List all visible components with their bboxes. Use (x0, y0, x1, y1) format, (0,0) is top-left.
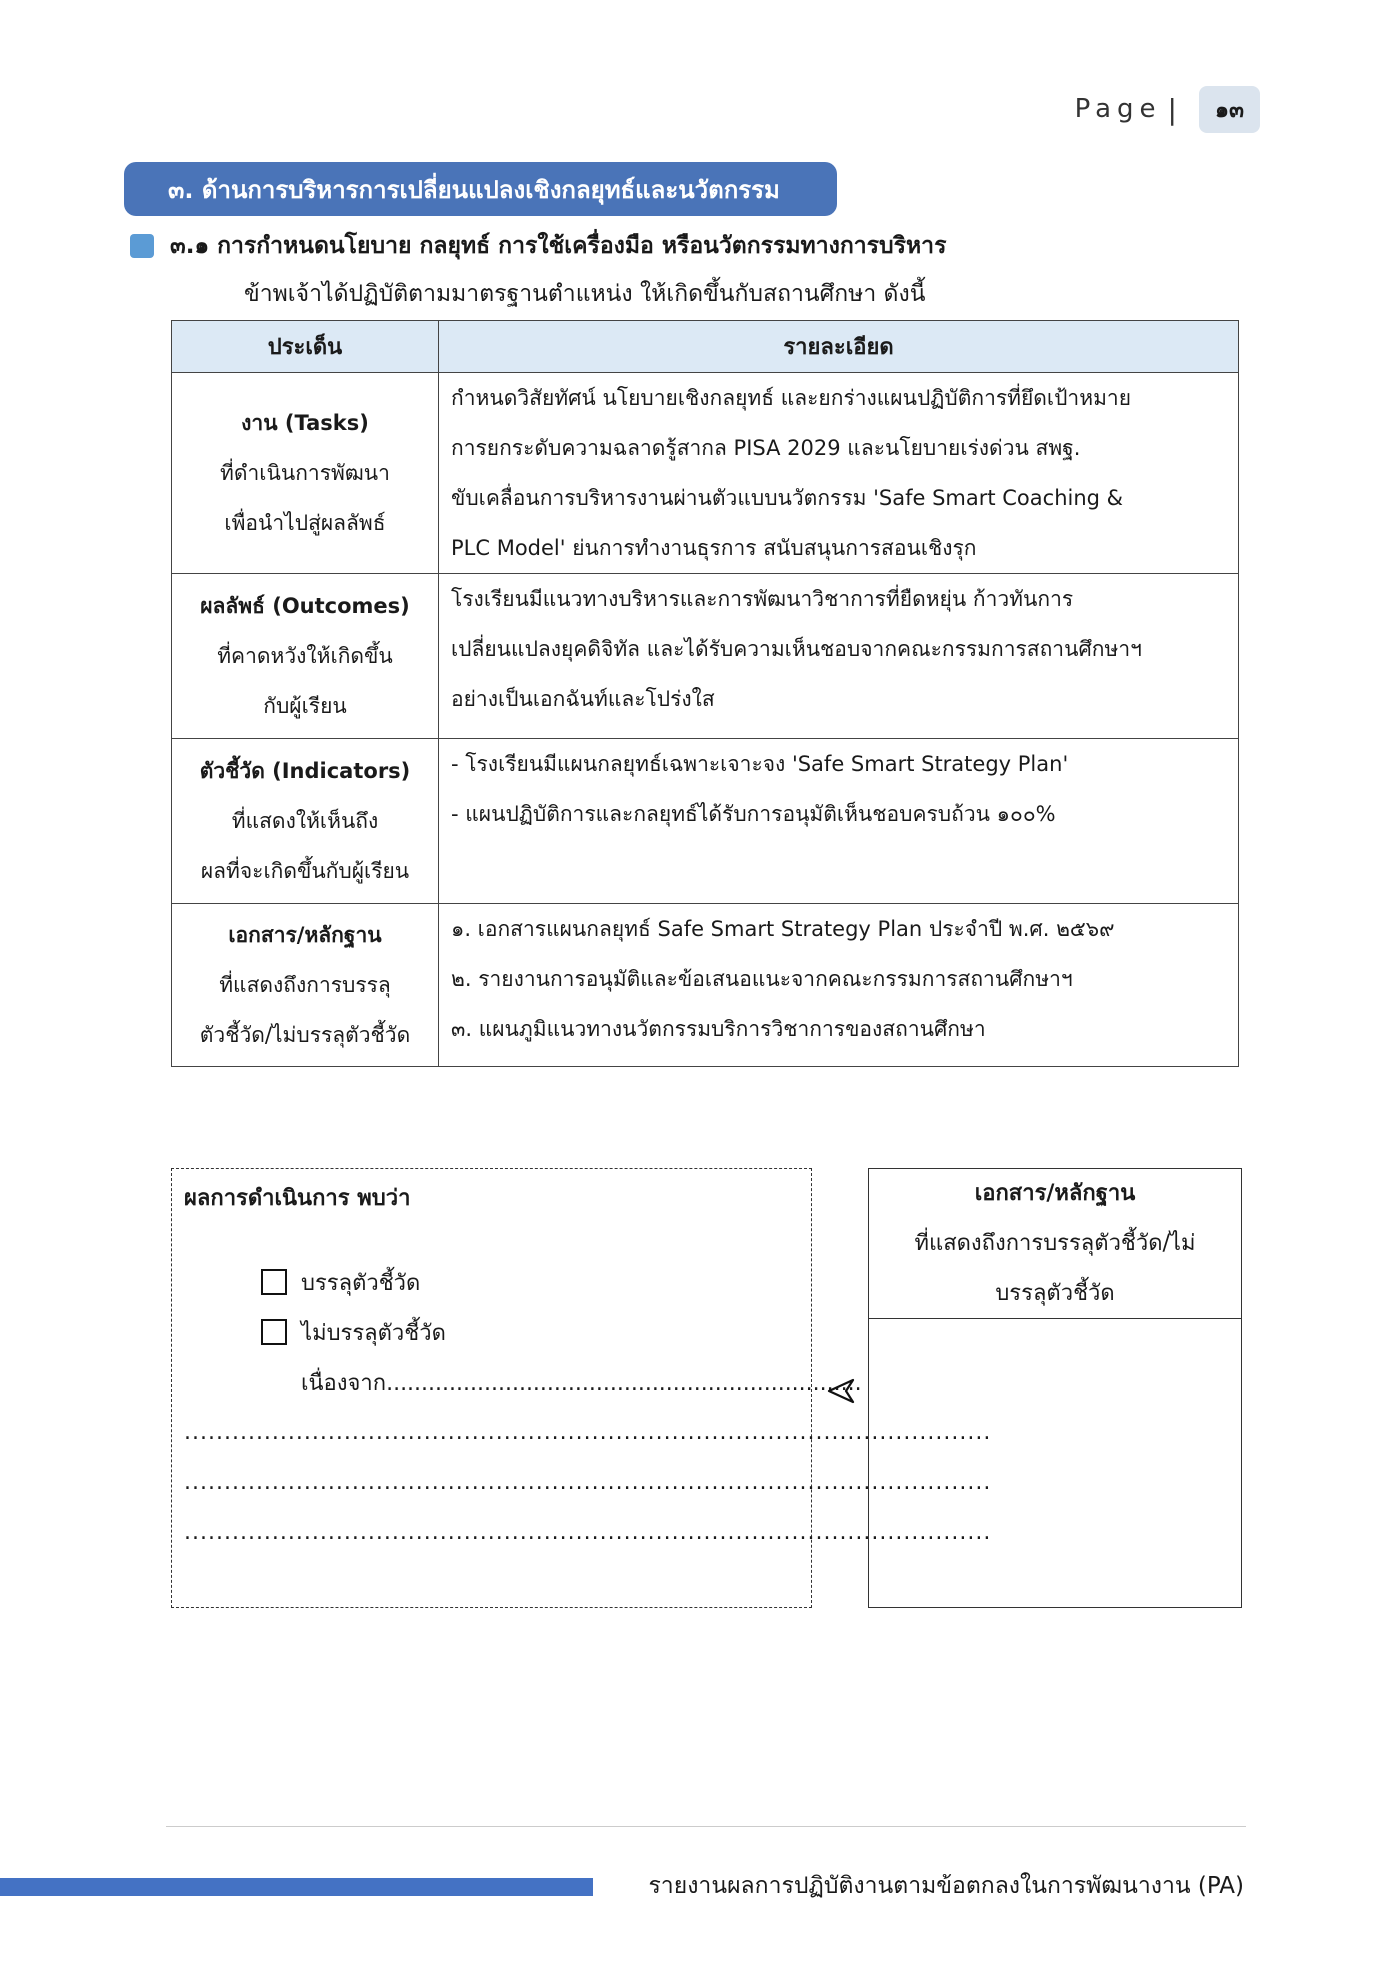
dotted-fill-line: ..................................................................................................... (184, 1419, 992, 1445)
achieved-checkbox[interactable] (261, 1269, 287, 1295)
section-title: ๓. ด้านการบริหารการเปลี่ยนแปลงเชิงกลยุทธ์และนวัตกรรม (168, 175, 780, 204)
detail-line: ๓. แผนภูมิแนวทางนวัตกรรมบริการวิชาการของสถานศึกษา (451, 1017, 986, 1041)
achieved-option[interactable] (261, 1257, 799, 1307)
table-row (172, 904, 1239, 1067)
section-banner (124, 162, 837, 216)
subsection-heading (130, 228, 946, 264)
issue-cell (172, 739, 439, 904)
detail-cell (439, 904, 1239, 1067)
issue-sub: ตัวชี้วัด/ไม่บรรลุตัวชี้วัด (199, 1023, 411, 1047)
issue-cell (172, 904, 439, 1067)
issue-sub: ผลที่จะเกิดขึ้นกับผู้เรียน (200, 859, 410, 883)
detail-cell (439, 373, 1239, 574)
detail-line: - แผนปฏิบัติการและกลยุทธ์ได้รับการอนุมัติเห็นชอบครบถ้วน ๑๐๐% (451, 802, 1056, 826)
page-separator: | (1167, 92, 1177, 126)
footer-text: รายงานผลการปฏิบัติงานตามข้อตกลงในการพัฒนางาน (PA) (648, 1873, 1244, 1899)
detail-line: ขับเคลื่อนการบริหารงานผ่านตัวแบบนวัตกรรม 'Safe Smart Coaching & (451, 486, 1124, 510)
square-bullet-icon (130, 234, 154, 258)
detail-line: - โรงเรียนมีแผนกลยุทธ์เฉพาะเจาะจง 'Safe Smart Strategy Plan' (451, 752, 1069, 776)
issue-sub: ที่ดำเนินการพัฒนา (220, 461, 390, 485)
evidence-box (868, 1168, 1242, 1608)
detail-line: ๒. รายงานการอนุมัติและข้อเสนอแนะจากคณะกรรมการสถานศึกษาฯ (451, 967, 1073, 991)
page-header (1000, 88, 1260, 130)
detail-line: การยกระดับความฉลาดรู้สากล PISA 2029 และนโยบายเร่งด่วน สพฐ. (451, 436, 1081, 460)
page-label: Page (1074, 94, 1162, 124)
result-box (171, 1168, 992, 1608)
table-row (172, 373, 1239, 574)
detail-cell (439, 739, 1239, 904)
issue-title: งาน (Tasks) (241, 411, 369, 435)
detail-line: กำหนดวิสัยทัศน์ นโยบายเชิงกลยุทธ์ และยกร่างแผนปฏิบัติการที่ยึดเป้าหมาย (451, 386, 1132, 410)
issue-title: เอกสาร/หลักฐาน (228, 923, 382, 947)
issue-sub: กับผู้เรียน (263, 694, 347, 718)
dotted-fill-line: ..................................................................................................... (184, 1469, 992, 1495)
detail-line: โรงเรียนมีแนวทางบริหารและการพัฒนาวิชาการที่ยืดหยุ่น ก้าวทันการ (451, 587, 1074, 611)
standards-table (171, 320, 1239, 1067)
arrow-left-icon (826, 1376, 856, 1406)
header-detail: รายละเอียด (439, 321, 1239, 373)
page-number-badge: ๑๓ (1199, 86, 1260, 133)
footer-rule (166, 1826, 1246, 1827)
subsection-title: ๓.๑ การกำหนดนโยบาย กลยุทธ์ การใช้เครื่องมือ หรือนวัตกรรมทางการบริหาร (170, 233, 947, 259)
issue-cell (172, 373, 439, 574)
issue-sub: ที่แสดงถึงการบรรลุ (219, 973, 391, 997)
intro-text: ข้าพเจ้าได้ปฏิบัติตามมาตรฐานตำแหน่ง ให้เกิดขึ้นกับสถานศึกษา ดังนี้ (244, 281, 926, 307)
evidence-header (869, 1169, 1241, 1319)
not-achieved-label: ไม่บรรลุตัวชี้วัด (301, 1320, 446, 1346)
result-title: ผลการดำเนินการ พบว่า (184, 1186, 411, 1211)
evidence-subtitle: ที่แสดงถึงการบรรลุตัวชี้วัด/ไม่ (914, 1231, 1196, 1256)
dotted-fill-line: ..................................................................................................... (184, 1519, 992, 1545)
table-row (172, 739, 1239, 904)
issue-title: ผลลัพธ์ (Outcomes) (200, 594, 410, 618)
table-header-row (172, 321, 1239, 373)
detail-line: อย่างเป็นเอกฉันท์และโปร่งใส (451, 687, 715, 711)
evidence-title: เอกสาร/หลักฐาน (974, 1181, 1136, 1206)
not-achieved-checkbox[interactable] (261, 1319, 287, 1345)
header-issue: ประเด็น (172, 321, 439, 373)
not-achieved-option[interactable] (261, 1307, 799, 1357)
detail-line: เปลี่ยนแปลงยุคดิจิทัล และได้รับความเห็นชอบจากคณะกรรมการสถานศึกษาฯ (451, 637, 1142, 661)
because-line: เนื่องจาก.................................................................... (301, 1370, 862, 1396)
evidence-subtitle: บรรลุตัวชี้วัด (995, 1281, 1115, 1306)
issue-sub: เพื่อนำไปสู่ผลลัพธ์ (224, 511, 386, 535)
table-row (172, 574, 1239, 739)
issue-sub: ที่คาดหวังให้เกิดขึ้น (217, 644, 393, 668)
issue-title: ตัวชี้วัด (Indicators) (199, 759, 411, 783)
footer-bar (0, 1878, 593, 1896)
detail-line: PLC Model' ย่นการทำงานธุรการ สนับสนุนการสอนเชิงรุก (451, 536, 977, 560)
achieved-label: บรรลุตัวชี้วัด (301, 1270, 421, 1296)
issue-sub: ที่แสดงให้เห็นถึง (231, 809, 379, 833)
detail-line: ๑. เอกสารแผนกลยุทธ์ Safe Smart Strategy Plan ประจำปี พ.ศ. ๒๕๖๙ (451, 917, 1115, 941)
detail-cell (439, 574, 1239, 739)
issue-cell (172, 574, 439, 739)
